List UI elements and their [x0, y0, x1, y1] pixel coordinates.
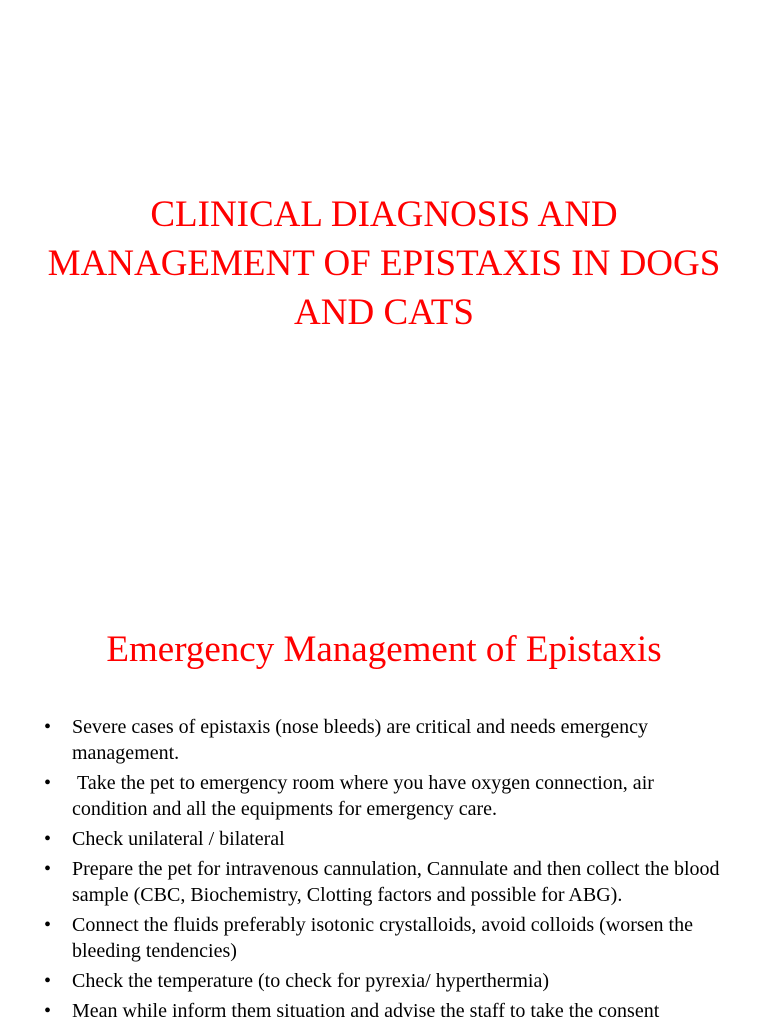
list-item [40, 856, 730, 908]
bullet-icon: • [44, 970, 52, 992]
list-item [40, 968, 730, 994]
bullet-text: Take the pet to emergency room where you have oxygen connection, air condition and all the equipments for emergency care. [72, 772, 659, 820]
list-item [40, 912, 730, 964]
list-item [40, 826, 730, 852]
bullet-icon: • [44, 1000, 52, 1022]
list-item [40, 998, 730, 1024]
bullet-text: Mean while inform them situation and advise the staff to take the consent [72, 1000, 660, 1022]
bullet-icon: • [44, 914, 52, 936]
bullet-icon: • [44, 772, 52, 794]
presentation-title: CLINICAL DIAGNOSIS AND MANAGEMENT OF EPISTAXIS IN DOGS AND CATS [47, 194, 721, 333]
bullet-text: Severe cases of epistaxis (nose bleeds) are critical and needs emergency management. [72, 716, 649, 764]
bullet-icon: • [44, 828, 52, 850]
list-item [40, 714, 730, 766]
list-item [40, 770, 730, 822]
slide-emergency-management [0, 576, 768, 1024]
bullet-text: Prepare the pet for intravenous cannulation, Cannulate and then collect the blood sample (CBC, Biochemistry, Clotting factors and possible for ABG). [72, 858, 720, 906]
bullet-list [40, 714, 730, 1028]
bullet-icon: • [44, 716, 52, 738]
bullet-icon: • [44, 858, 52, 880]
slide-heading: Emergency Management of Epistaxis [106, 629, 662, 670]
bullet-text: Check unilateral / bilateral [72, 828, 285, 850]
bullet-text: Check the temperature (to check for pyrexia/ hyperthermia) [72, 970, 550, 992]
bullet-text: Connect the fluids preferably isotonic crystalloids, avoid colloids (worsen the bleeding tendencies) [72, 914, 693, 962]
